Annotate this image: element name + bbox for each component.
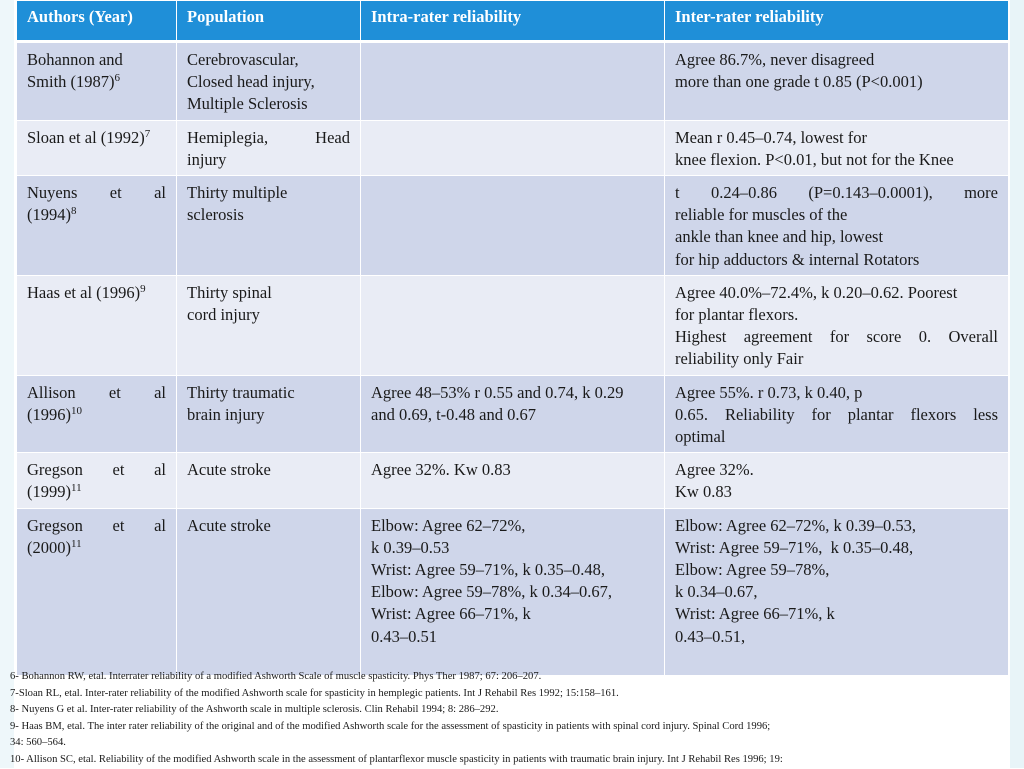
cell-line: for hip adductors & internal Rotators [675,249,920,269]
cell-line: Agree 32%. [675,460,754,480]
reference-line: 7-Sloan RL, etal. Inter-rater reliability of the modified Ashworth scale for spasticity in hemplegic patients. Int J Rehabil Res 1992; 15:158–161. [10,687,619,699]
cell-line: more than one grade t 0.85 (P<0.001) [675,72,923,92]
cell-line: knee flexion. P<0.01, but not for the Knee [675,149,954,169]
reference-line: 34: 560–564. [10,737,66,749]
cell-intra-rater [361,508,665,675]
cell-author [17,375,177,453]
cell-inter-rater [665,508,1009,675]
cell-line: Thirty multiple [187,183,288,203]
table-row [17,120,1009,175]
cell-inter-rater [665,453,1009,508]
reference-number: 11 [71,482,82,495]
cell-line: ankle than knee and hip, lowest [675,227,884,247]
cell-line: injury [187,149,227,169]
cell-author [17,453,177,508]
cell-line: Elbow: Agree 62–72%, k 0.39–0.53, [675,515,917,535]
cell-population [177,453,361,508]
header-intra-rater: Intra-rater reliability [361,1,665,42]
reference-number: 6 [114,72,121,85]
cell-line: sclerosis [187,205,244,225]
cell-intra-rater [361,120,665,175]
cell-line: Agree 40.0%–72.4%, k 0.20–0.62. Poorest [675,282,958,302]
author-line: $(1994)^8$ [27,205,77,225]
cell-line: Elbow: Agree 59–78%, k 0.34–0.67, [371,582,613,602]
cell-inter-rater [665,375,1009,453]
cell-line: Hemiplegia, Head [187,127,350,147]
cell-intra-rater [361,176,665,276]
cell-line: Wrist: Agree 66–71%, k [675,604,835,624]
cell-line: Multiple Sclerosis [187,94,308,114]
cell-inter-rater [665,120,1009,175]
author-line: Gregson et al [27,460,166,480]
cell-line: Cerebrovascular, [187,50,299,69]
cell-line: Thirty traumatic [187,382,295,402]
cell-line: Agree 55%. r 0.73, k 0.40, p [675,382,863,402]
cell-population [177,375,361,453]
reference-line: 8- Nuyens G et al. Inter-rater reliability of the Ashworth scale in multiple sclerosis. Clin Rehabil 1994; 8: 286–292. [10,704,499,716]
cell-line: 0.65. Reliability for plantar flexors less [675,404,998,424]
cell-line: reliability only Fair [675,349,804,369]
table-row [17,508,1009,675]
reference-line: 6- Bohannon RW, etal. Interrater reliability of a modified Ashworth Scale of muscle spasticity. Phys Ther 1987; 67: 206–207. [10,671,542,682]
header-population: Population [177,1,361,42]
author-line: Gregson et al [27,515,166,535]
reference-line: 10- Allison SC, etal. Reliability of the modified Ashworth scale in the assessment of plantarflexor muscle spasticity in patients with traumatic brain injury. Int J Rehabil Res 1996; 19: [10,753,783,765]
cell-inter-rater [665,275,1009,375]
table-row [17,453,1009,508]
cell-line: for plantar flexors. [675,305,799,325]
cell-line: Wrist: Agree 66–71%, k [371,604,531,624]
cell-author [17,275,177,375]
table-row [17,275,1009,375]
author-line: Smith $(1987)^6$ [27,72,121,92]
cell-line: reliable for muscles of the [675,205,848,225]
author-line: $(2000)^{11}$ [27,537,82,557]
table-header-row [17,1,1009,42]
table-row [17,375,1009,453]
reference-number: 8 [71,205,77,218]
author-line: Nuyens et al [27,183,166,203]
table-body [17,42,1009,676]
cell-population [177,508,361,675]
cell-line: Kw 0.83 [675,482,732,502]
cell-line: brain injury [187,404,265,424]
table-row [17,42,1009,121]
cell-line: Elbow: Agree 59–78%, [675,560,830,580]
cell-population [177,176,361,276]
header-authors: Authors (Year) [17,1,177,42]
cell-intra-rater [361,42,665,121]
cell-line: optimal [675,427,726,447]
cell-line: Acute stroke [187,515,271,535]
cell-line: k 0.34–0.67, [675,582,758,602]
cell-line: Wrist: Agree 59–71%, k 0.35–0.48, [675,537,914,557]
cell-inter-rater [665,42,1009,121]
cell-author [17,176,177,276]
cell-line: Agree 48–53% r 0.55 and 0.74, k 0.29 [371,382,624,402]
slide-left-accent [0,0,14,768]
author-line: Sloan et al $(1992)^7$ [27,127,151,147]
cell-line: 0.43–0.51, [675,626,746,646]
cell-author [17,120,177,175]
table-row [17,176,1009,276]
cell-intra-rater [361,275,665,375]
author-line: Haas et al $(1996)^9$ [27,282,146,302]
author-line: $(1999)^{11}$ [27,482,82,502]
slide-right-accent [1010,0,1024,768]
cell-line: Agree 86.7%, never disagreed [675,50,875,69]
author-line: Allison et al [27,382,166,402]
reference-number: 9 [140,282,146,295]
author-line: $(1996)^{10}$ [27,404,82,424]
cell-population [177,275,361,375]
references-footnotes [10,669,1010,769]
cell-line: k 0.39–0.53 [371,537,450,557]
cell-intra-rater [361,453,665,508]
cell-line: t 0.24–0.86 (P=0.143–0.0001), more [675,183,998,203]
cell-line: Elbow: Agree 62–72%, [371,515,526,535]
cell-line: Closed head injury, [187,72,315,92]
reference-number: 10 [71,404,82,417]
cell-line: Wrist: Agree 59–71%, k 0.35–0.48, [371,560,605,580]
cell-author [17,42,177,121]
reference-line: 9- Haas BM, etal. The inter rater reliability of the original and of the modified Ashworth scale for the assessment of spasticity in patients with spinal cord injury. Spinal Cord 1996; [10,720,771,732]
reliability-table [16,0,1009,676]
cell-line: Thirty spinal [187,282,272,302]
cell-line: Acute stroke [187,460,271,480]
cell-line: cord injury [187,305,260,325]
cell-author [17,508,177,675]
cell-line: Mean r 0.45–0.74, lowest for [675,127,868,147]
cell-line: 0.43–0.51 [371,626,437,646]
reference-number: 11 [71,537,82,550]
cell-line: and 0.69, t-0.48 and 0.67 [371,404,536,424]
author-line: Bohannon and [27,50,123,69]
cell-line: Agree 32%. Kw 0.83 [371,460,511,480]
cell-population [177,120,361,175]
reference-number: 7 [144,127,151,140]
header-inter-rater: Inter-rater reliability [665,1,1009,42]
cell-population [177,42,361,121]
cell-intra-rater [361,375,665,453]
cell-line: Highest agreement for score 0. Overall [675,327,998,347]
cell-inter-rater [665,176,1009,276]
